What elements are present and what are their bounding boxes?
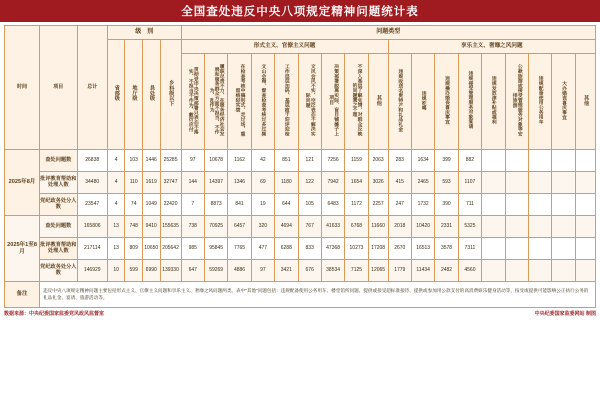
header-hedonism-col-2: 违规吃喝 [411, 54, 434, 150]
cell-h0: 415 [388, 172, 411, 194]
cell-f2: 4886 [228, 260, 251, 282]
cell-h5 [505, 150, 528, 172]
cell-h3: 7311 [458, 238, 481, 260]
cell-f1: 14397 [204, 172, 227, 194]
row-item-label: 批评教育帮助和处理人数 [40, 238, 77, 260]
cell-h3: 4560 [458, 260, 481, 282]
cell-h5 [505, 238, 528, 260]
cell-f6: 6483 [321, 194, 344, 216]
cell-f5: 676 [298, 260, 321, 282]
cell-f8: 12065 [368, 260, 388, 282]
cell-f8: 3026 [368, 172, 388, 194]
cell-level-1: 748 [125, 216, 143, 238]
cell-f4: 4694 [275, 216, 298, 238]
header-hedonism-col-6: 公款旅游或接受管理服务对象等安排旅游 [505, 54, 528, 150]
cell-h3: 5325 [458, 216, 481, 238]
table-row [5, 172, 596, 194]
cell-level-1: 103 [125, 150, 143, 172]
cell-total: 23547 [77, 194, 107, 216]
cell-f1: 59269 [204, 260, 227, 282]
header-category-group: 问题类型 [181, 26, 595, 40]
cell-h3: 882 [458, 150, 481, 172]
cell-level-3: 32747 [160, 172, 181, 194]
cell-f4: 3421 [275, 260, 298, 282]
cell-level-1: 599 [125, 260, 143, 282]
cell-h6 [528, 260, 551, 282]
cell-f0: 144 [181, 172, 204, 194]
cell-f8: 11660 [368, 216, 388, 238]
cell-f2: 1346 [228, 172, 251, 194]
cell-h7 [552, 150, 575, 172]
row-item-label: 党纪政务处分人数 [40, 260, 77, 282]
cell-h3: 711 [458, 194, 481, 216]
header-formalism-col-7: 决策部署脱离实际、盲目铺摊子上项目 [321, 54, 344, 150]
cell-f0: 985 [181, 238, 204, 260]
header-formalism-col-5: 工作层层加码、基层疲于迎评迎检 [275, 54, 298, 150]
cell-h3: 1107 [458, 172, 481, 194]
row-item-label: 查处问题数 [40, 216, 77, 238]
cell-h5 [505, 194, 528, 216]
cell-h6 [528, 238, 551, 260]
header-formalism-col-8: 不深入基层了解实情、对群众反映的问题置之不理 [345, 54, 368, 150]
cell-h8 [575, 238, 595, 260]
cell-h8 [575, 194, 595, 216]
cell-f8: 2257 [368, 194, 388, 216]
cell-h1: 16513 [411, 238, 434, 260]
cell-f5: 833 [298, 238, 321, 260]
footer-source: 数据来源：中央纪委国家监委党风政风监督室 [4, 311, 105, 317]
cell-f2: 841 [228, 194, 251, 216]
header-hedonism-group: 享乐主义、奢靡之风问题 [388, 40, 595, 54]
header-formalism-col-6: 文风会风不实、空泛表态不解决实际问题 [298, 54, 321, 150]
header-level-county: 县处级 [142, 40, 160, 150]
footer-credit: 中央纪委国家监委网站 制图 [534, 311, 596, 317]
cell-f3: 42 [251, 150, 274, 172]
cell-h7 [552, 260, 575, 282]
table-row [5, 238, 596, 260]
cell-f7: 1172 [345, 194, 368, 216]
header-item: 项目 [40, 26, 77, 150]
cell-h8 [575, 260, 595, 282]
header-row-groups [5, 26, 596, 40]
header-level-provincial: 省部级 [107, 40, 125, 150]
cell-level-2: 1049 [142, 194, 160, 216]
cell-level-3: 25285 [160, 150, 181, 172]
cell-level-0: 4 [107, 172, 125, 194]
cell-h6 [528, 194, 551, 216]
cell-f3: 477 [251, 238, 274, 260]
cell-total: 34480 [77, 172, 107, 194]
table-row [5, 216, 596, 238]
cell-h2: 3578 [435, 238, 458, 260]
cell-h4 [482, 172, 505, 194]
cell-f7: 1159 [345, 150, 368, 172]
cell-level-3: 22420 [160, 194, 181, 216]
cell-total: 165806 [77, 216, 107, 238]
cell-f1: 8873 [204, 194, 227, 216]
cell-h8 [575, 216, 595, 238]
cell-f4: 1180 [275, 172, 298, 194]
cell-f1: 95845 [204, 238, 227, 260]
header-level-prefectural: 地厅级 [125, 40, 143, 150]
header-formalism-col-1: 贯彻党中央决策部署只表态不落实、不担当不作为、敷衍应付 [181, 54, 204, 150]
cell-f0: 7 [181, 194, 204, 216]
cell-f1: 70925 [204, 216, 227, 238]
cell-h6 [528, 216, 551, 238]
row-item-label: 党纪政务处分人数 [40, 194, 77, 216]
cell-f7: 10273 [345, 238, 368, 260]
cell-h4 [482, 150, 505, 172]
cell-f8: 17208 [368, 238, 388, 260]
cell-f0: 647 [181, 260, 204, 282]
cell-f4: 6288 [275, 238, 298, 260]
cell-f6: 38534 [321, 260, 344, 282]
header-hedonism-col-1: 违规收送名贵特产和礼品礼金 [388, 54, 411, 150]
cell-level-3: 139330 [160, 260, 181, 282]
header-hedonism-col-8: 大办婚丧喜庆事宜 [552, 54, 575, 150]
cell-level-1: 110 [125, 172, 143, 194]
cell-level-1: 74 [125, 194, 143, 216]
row-item-label: 批评教育帮助和处理人数 [40, 172, 77, 194]
cell-f6: 41633 [321, 216, 344, 238]
row-item-label: 查处问题数 [40, 150, 77, 172]
cell-f4: 644 [275, 194, 298, 216]
cell-f7: 1654 [345, 172, 368, 194]
cell-level-2: 1446 [142, 150, 160, 172]
cell-h4 [482, 194, 505, 216]
cell-level-0: 4 [107, 194, 125, 216]
cell-level-3: 155635 [160, 216, 181, 238]
cell-h4 [482, 260, 505, 282]
note-row [5, 282, 596, 308]
header-formalism-col-3: 在检查考核中搞形式、走过场，重留痕轻实绩 [228, 54, 251, 150]
cell-f4: 851 [275, 150, 298, 172]
cell-f0: 738 [181, 216, 204, 238]
cell-f5: 767 [298, 216, 321, 238]
cell-h6 [528, 172, 551, 194]
page-title: 全国查处违反中央八项规定精神问题统计表 [181, 6, 419, 18]
cell-h1: 1732 [411, 194, 434, 216]
cell-total: 217114 [77, 238, 107, 260]
cell-total: 146929 [77, 260, 107, 282]
cell-h8 [575, 150, 595, 172]
cell-level-2: 6990 [142, 260, 160, 282]
period-label-aug: 2025年8月 [5, 150, 40, 216]
header-time: 时间 [5, 26, 40, 150]
cell-level-0: 13 [107, 216, 125, 238]
cell-f6: 7942 [321, 172, 344, 194]
header-total: 总计 [77, 26, 107, 150]
cell-f8: 2063 [368, 150, 388, 172]
cell-h0: 247 [388, 194, 411, 216]
cell-h7 [552, 194, 575, 216]
header-level-group: 级 别 [107, 26, 181, 40]
header-formalism-col-2: 履职尽责不力、在服务经济社会发展和服务群众方面不担当、不作为、乱作为 [204, 54, 227, 150]
cell-h2: 2482 [435, 260, 458, 282]
cell-f1: 10678 [204, 150, 227, 172]
footer [4, 310, 596, 317]
cell-h0: 2670 [388, 238, 411, 260]
cell-f2: 1162 [228, 150, 251, 172]
cell-h1: 2465 [411, 172, 434, 194]
cell-f6: 7256 [321, 150, 344, 172]
cell-h0: 2018 [388, 216, 411, 238]
cell-f0: 97 [181, 150, 204, 172]
cell-level-1: 809 [125, 238, 143, 260]
statistics-table [4, 25, 596, 308]
note-text: 违反中央八项规定精神问题主要包括形式主义、官僚主义问题和享乐主义、奢靡之风问题两类。表中"其他"问题包括：违规配备使用公务用车、楼堂馆所问题、提供或接受超标准接待、提供或参加用公款支付的高消费娱乐健身活动等，按受或提供可能影响公正执行公务的礼品礼金、宴请、旅游活动等。 [40, 282, 596, 308]
header-formalism-col-4: 文山会海、督查检查考核过多过频 [251, 54, 274, 150]
table-row [5, 194, 596, 216]
cell-h1: 10420 [411, 216, 434, 238]
cell-f3: 19 [251, 194, 274, 216]
header-formalism-group: 形式主义、官僚主义问题 [181, 40, 388, 54]
cell-level-0: 13 [107, 238, 125, 260]
cell-h5 [505, 260, 528, 282]
cell-f5: 122 [298, 172, 321, 194]
cell-h2: 399 [435, 150, 458, 172]
cell-level-2: 1619 [142, 172, 160, 194]
cell-h0: 283 [388, 150, 411, 172]
header-hedonism-col-3: 违规操办婚丧喜庆事宜 [435, 54, 458, 150]
cell-h1: 1634 [411, 150, 434, 172]
cell-h4 [482, 238, 505, 260]
cell-h7 [552, 216, 575, 238]
cell-h4 [482, 216, 505, 238]
header-hedonism-col-5: 违规发放津补贴或福利 [482, 54, 505, 150]
cell-f2: 7765 [228, 238, 251, 260]
table-body [5, 150, 596, 308]
cell-level-0: 10 [107, 260, 125, 282]
cell-h2: 390 [435, 194, 458, 216]
table-row [5, 260, 596, 282]
cell-f5: 105 [298, 194, 321, 216]
cell-h5 [505, 172, 528, 194]
cell-total: 26838 [77, 150, 107, 172]
cell-h1: 11434 [411, 260, 434, 282]
cell-h2: 593 [435, 172, 458, 194]
table-row [5, 150, 596, 172]
table-head [5, 26, 596, 150]
period-label-jan-aug: 2025年1至8月 [5, 216, 40, 282]
cell-level-0: 4 [107, 150, 125, 172]
cell-h7 [552, 238, 575, 260]
cell-h0: 1779 [388, 260, 411, 282]
cell-f3: 320 [251, 216, 274, 238]
cell-f6: 47368 [321, 238, 344, 260]
header-hedonism-col-7: 违规配备使用公务用车 [528, 54, 551, 150]
note-label: 备注 [5, 282, 40, 308]
header-hedonism-col-4: 违规接受管理服务对象宴请 [458, 54, 481, 150]
title-bar [0, 0, 600, 22]
cell-h7 [552, 172, 575, 194]
header-level-township: 乡科级以下 [160, 40, 181, 150]
cell-f2: 6457 [228, 216, 251, 238]
cell-f7: 7125 [345, 260, 368, 282]
cell-f5: 121 [298, 150, 321, 172]
cell-h2: 2331 [435, 216, 458, 238]
cell-f3: 97 [251, 260, 274, 282]
cell-f7: 6768 [345, 216, 368, 238]
cell-level-2: 10650 [142, 238, 160, 260]
cell-level-2: 9410 [142, 216, 160, 238]
cell-level-3: 205642 [160, 238, 181, 260]
header-hedonism-col-9: 其他 [575, 54, 595, 150]
header-formalism-col-9: 其他 [368, 54, 388, 150]
cell-h6 [528, 150, 551, 172]
cell-f3: 69 [251, 172, 274, 194]
cell-h5 [505, 216, 528, 238]
cell-h8 [575, 172, 595, 194]
